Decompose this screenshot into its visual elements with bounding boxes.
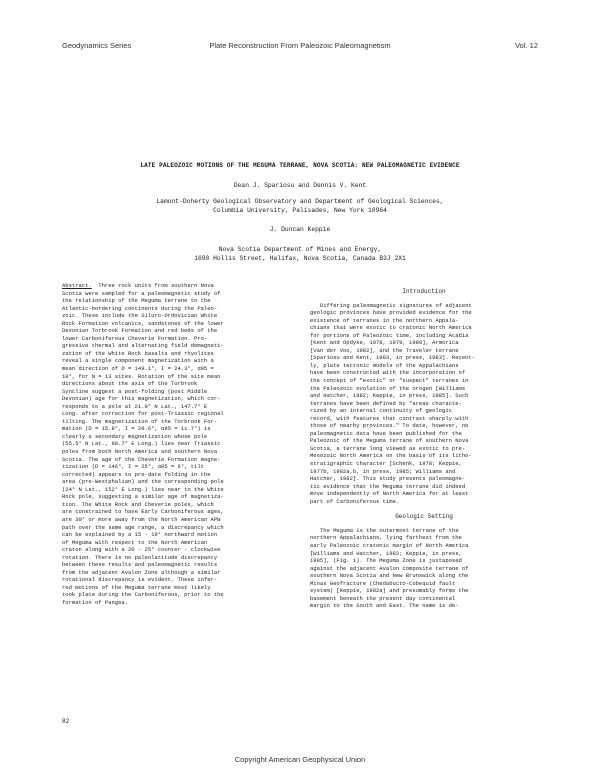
geologic-setting-line: system) [Keppie, 1982a] and presumably forms the [310, 587, 469, 595]
paper-title: LATE PALEOZOIC MOTIONS OF THE MEGUMA TERRANE, NOVA SCOTIA: NEW PALEOMAGNETIC EVIDENCE [140, 162, 460, 169]
abstract-line: Scotia. The age of the Cheverie Formation magne- [62, 455, 221, 463]
abstract-line: Syncline suggest a post-folding (post Middle [62, 387, 208, 395]
affiliation-line: Nova Scotia Department of Mines and Energy, [218, 246, 382, 253]
abstract-line: Three rock units from southern Nova [98, 282, 214, 289]
abstract-first-line [62, 282, 288, 290]
abstract-line: directions about the axis of the Torbrook [62, 380, 198, 388]
introduction-line: part of Carboniferous time. [310, 497, 400, 505]
introduction-line: record, with features that contrast sharply with [310, 414, 469, 422]
abstract-line: zoic. These include the Siluro-Ordovician White [62, 312, 218, 320]
introduction-line: chians that were exotic to cratonic North America [310, 324, 472, 332]
affiliation-line: Lamont-Doherty Geological Observatory and Department of Geological Sciences, [156, 198, 444, 205]
abstract-line: Devonian) age for this magnetization, which cor- [62, 395, 221, 403]
abstract-line: are constrained to have Early Carboniferous ages, [62, 508, 224, 516]
geologic-setting-line: southern Nova Scotia and New Brunswick along the [310, 572, 469, 580]
abstract-line: of Meguma with respect to the North American [62, 538, 208, 546]
abstract-line: Rock pole, suggesting a similar age of magnetiza- [62, 493, 224, 501]
introduction-line: move independently of North America for at least [310, 490, 469, 498]
affiliation-line: Columbia University, Palisades, New York 10964 [213, 206, 387, 214]
affiliation-secondary [0, 246, 600, 263]
geologic-setting-line: early Paleozoic cratonic margin of North America [310, 541, 469, 549]
introduction-line: existence of terranes in the northern Appala- [310, 316, 459, 324]
introduction-line: the Paleozoic evolution of the orogen [Williams [310, 384, 466, 392]
introduction-heading: Introduction [402, 288, 446, 295]
geologic-setting-line: [Williams and Hatcher, 1982; Keppie, in press, [310, 549, 462, 557]
running-header-series: Geodynamics Series [62, 41, 132, 50]
abstract-line: lower Carboniferous Cheverie Formation. Pro- [62, 334, 208, 342]
introduction-line: rized by an internal continuity of geologic [310, 407, 452, 415]
abstract-line: gressive thermal and alternating field demagneti- [62, 342, 224, 350]
abstract-line: the relationship of the Meguma terrane to the [62, 297, 211, 305]
introduction-line: [Spariosu and Kent, 1983, in press, 1983]. Recent- [310, 354, 476, 362]
abstract-line: rotation. There is no paleolatitude discrepancy [62, 553, 218, 561]
introduction-line: [Van der Voo, 1982], and the Traveler terrane [310, 346, 459, 354]
introduction-line: terranes have been defined by "areas characte- [310, 399, 462, 407]
abstract-line: zation of the White Rock basalts and rhyolites [62, 349, 214, 357]
abstract-line: Devonian Torbrook Formation and red beds of the [62, 327, 218, 335]
introduction-line: ly, plate tectonic models of the Appalachians [310, 361, 459, 369]
introduction-line: and Hatcher, 1982; Keppie, in press, 1985]. Such [310, 392, 469, 400]
authors-primary: Dean J. Spariosu and Dennis V. Kent [233, 182, 367, 189]
abstract-line: reveal a single component magnetization with a [62, 357, 214, 365]
abstract-column [62, 282, 288, 607]
introduction-line: Hatcher, 1982]. This study presents paleomagne- [310, 475, 466, 483]
geologic-setting-line: margin to the South and East. The name is de- [310, 602, 459, 610]
introduction-line: tic evidence that the Meguma terrane did indeed [310, 482, 466, 490]
introduction-line: [Kent and Opdyke, 1978, 1979, 1980], Armorica [310, 339, 459, 347]
abstract-heading: Abstract. [62, 282, 92, 289]
introduction-body [310, 302, 538, 506]
abstract-line: rotational discrepancy is evident. These infer- [62, 576, 218, 584]
abstract-line: red motions of the Meguma terrane most likely [62, 583, 211, 591]
abstract-line: mean direction of D = 149.1°, I = 24.3°, α95 = [62, 365, 214, 373]
author-secondary: J. Duncan Keppie [269, 226, 331, 233]
geologic-setting-line: The Meguma is the outermost terrane of the [320, 526, 459, 534]
abstract-line: corrected) appears to pre-date folding in the [62, 470, 211, 478]
affiliation-primary [0, 198, 600, 215]
running-header-title: Plate Reconstruction From Paleozoic Paleomagnetism [209, 41, 391, 50]
introduction-line: the concept of "exotic" or "suspect" terranes in [310, 377, 469, 385]
abstract-line: Atlantic-bordering continents during the Paleo- [62, 304, 218, 312]
abstract-line: Long. after correction for post-Triassic regional [62, 410, 224, 418]
abstract-line: (24° N Lat., 152° E Long.) lies near to the White [62, 485, 224, 493]
right-column [310, 282, 538, 610]
introduction-line: stratigraphic character [Schenk, 1978; Keppie, [310, 460, 462, 468]
abstract-line: 10°, for N = 13 sites. Rotation of the site mean [62, 372, 221, 380]
abstract-line: from the adjacent Avalon Zone although a similar [62, 568, 221, 576]
introduction-line: 1977b, 1982a,b, in press, 1985; Williams and [310, 467, 456, 475]
abstract-line: area (pre-Westphalian) and the corresponding pole [62, 478, 224, 486]
introduction-line: paleomagnetic data have been published for the [310, 429, 462, 437]
abstract-line: mation (D = 15.8°, I = 29.6°, α95 = 11.7°) is [62, 425, 211, 433]
abstract-line: tion. The White Rock and Cheverie poles, which [62, 500, 214, 508]
abstract-line: tization (D = 146°, I = 25°, α95 = 6°, tilt [62, 463, 204, 471]
introduction-line: have been constructed with the incorporation of [310, 369, 466, 377]
abstract-line: tilting. The magnetization of the Torbrook For- [62, 417, 218, 425]
abstract-line: poles from both North America and southern Nova [62, 448, 218, 456]
introduction-line: for portions of Paleozoic time, including Acadia [310, 331, 469, 339]
abstract-line: can be explained by a 15 - 19° northward motion [62, 531, 218, 539]
introduction-line: those of nearby provinces." To date, however, no [310, 422, 469, 430]
geologic-setting-line: against the adjacent Avalon composite terrane of [310, 564, 469, 572]
geologic-setting-line: northern Appalachians, lying farthest from the [310, 534, 462, 542]
introduction-line: Scotia, a terrane long viewed as exotic to pre- [310, 444, 466, 452]
introduction-line: geologic provinces have provided evidence for the [310, 309, 472, 317]
introduction-line: Differing paleomagnetic signatures of adjacent [320, 301, 472, 309]
abstract-line: are 30° or more away from the North American APW [62, 515, 221, 523]
abstract-line: between these results and paleomagnetic results [62, 561, 218, 569]
copyright-footer: Copyright American Geophysical Union [234, 755, 366, 764]
abstract-line: Rock Formation volcanics, sandstones of the lower [62, 319, 224, 327]
running-header-volume: Vol. 12 [515, 41, 538, 50]
abstract-line: Scotia were sampled for a paleomagnetic study of [62, 289, 221, 297]
abstract-line: craton along with a 20 - 25° counter - clockwise [62, 546, 221, 554]
affiliation-line: 1690 Hollis Street, Halifax, Nova Scotia, Canada B3J 2X1 [194, 254, 406, 262]
geologic-setting-line: 1985], (Fig. 1). The Meguma Zone is juxtaposed [310, 557, 462, 565]
geologic-setting-line: Minas Geofracture (Chedabucto-Cobequid fault [310, 579, 456, 587]
abstract-line: (55.5° N Lat., 98.7° E Long.) lies near Triassic [62, 440, 221, 448]
geologic-setting-line: basement beneath the present day continental [310, 594, 456, 602]
introduction-line: Paleozoic of the Meguma terrane of southern Nova [310, 437, 469, 445]
page-number: 82 [62, 718, 70, 725]
abstract-line: path over the same age range, a discrepancy which [62, 523, 224, 531]
abstract-line: took place during the Carboniferous, prior to the [62, 591, 224, 599]
geologic-setting-body [310, 527, 538, 610]
introduction-line: Mesozoic North America on the basis of its litho- [310, 452, 472, 460]
abstract-line: responds to a pole at 21.9° N Lat., 147.7° E [62, 402, 208, 410]
abstract-line: clearly a secondary magnetization whose pole [62, 432, 208, 440]
geologic-setting-heading: Geologic Setting [395, 513, 453, 521]
abstract-line: formation of Pangea. [62, 598, 129, 606]
